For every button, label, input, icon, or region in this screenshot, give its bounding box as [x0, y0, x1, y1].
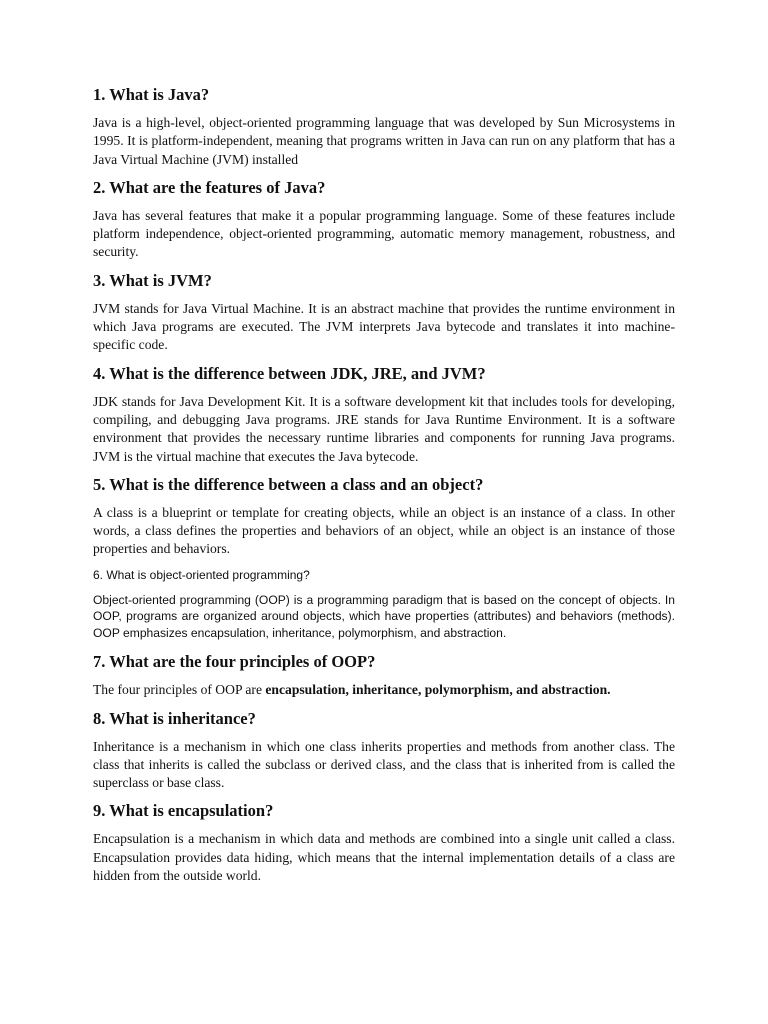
- question-heading: 9. What is encapsulation?: [93, 801, 274, 821]
- qa-item-5: [93, 474, 675, 559]
- qa-item-6: [93, 567, 675, 642]
- question-heading: 4. What is the difference between JDK, JRE, and JVM?: [93, 363, 486, 383]
- answer-paragraph: [93, 681, 675, 699]
- answer-paragraph: Java is a high-level, object-oriented programming language that was developed by Sun Microsystems in 1995. It is platform-independent, meaning that programs written in Java can run on any platform that has a Java Virtual Machine (JVM) installed: [93, 115, 675, 167]
- answer-prefix: The four principles of OOP are: [93, 682, 266, 698]
- question-heading: 7. What are the four principles of OOP?: [93, 652, 376, 672]
- qa-item-7: [93, 651, 675, 699]
- answer-bold-text: encapsulation, inheritance, polymorphism, and abstraction.: [265, 682, 611, 698]
- question-heading: 1. What is Java?: [93, 85, 210, 104]
- question-heading: 3. What is JVM?: [93, 270, 212, 290]
- qa-item-2: [93, 177, 675, 262]
- answer-paragraph: A class is a blueprint or template for creating objects, while an object is an instance of a class. In other words, a class defines the properties and behaviors of an object, while an object is an instance of those properties and behaviors.: [93, 504, 675, 557]
- qa-item-3: [93, 270, 675, 355]
- question-heading: 2. What are the features of Java?: [93, 177, 326, 197]
- qa-item-1: [93, 84, 675, 169]
- qa-item-9: [93, 800, 675, 885]
- qa-item-8: [93, 708, 675, 793]
- question-heading: 8. What is inheritance?: [93, 708, 256, 728]
- question-heading: 6. What is object-oriented programming?: [93, 567, 310, 582]
- answer-paragraph: Inheritance is a mechanism in which one class inherits properties and methods from another class. The class that inherits is called the subclass or derived class, and the class that is inherited from is called the superclass or base class.: [93, 738, 675, 791]
- answer-paragraph: Encapsulation is a mechanism in which data and methods are combined into a single unit called a class. Encapsulation provides data hiding, which means that the internal implementation details of a class are hidden from the outside world.: [93, 831, 675, 884]
- answer-paragraph: Object-oriented programming (OOP) is a programming paradigm that is based on the concept of objects. In OOP, programs are organized around objects, which have properties (attributes) and behaviors (methods). OOP emphasizes encapsulation, inheritance, polymorphism, and abstraction.: [93, 592, 675, 640]
- answer-paragraph: JDK stands for Java Development Kit. It is a software development kit that includes tools for developing, compiling, and debugging Java programs. JRE stands for Java Runtime Environment. It is a software environment that provides the necessary runtime libraries and components for running Java programs. JVM is the virtual machine that executes the Java bytecode.: [93, 393, 675, 464]
- answer-paragraph: JVM stands for Java Virtual Machine. It is an abstract machine that provides the runtime environment in which Java programs are executed. The JVM interprets Java bytecode and translates it into machine-specific code.: [93, 300, 675, 353]
- document-page: [93, 84, 675, 893]
- answer-paragraph: Java has several features that make it a popular programming language. Some of these features include platform independence, object-oriented programming, automatic memory management, robustness, and security.: [93, 207, 675, 260]
- question-heading: 5. What is the difference between a class and an object?: [93, 474, 484, 494]
- qa-item-4: [93, 363, 675, 466]
